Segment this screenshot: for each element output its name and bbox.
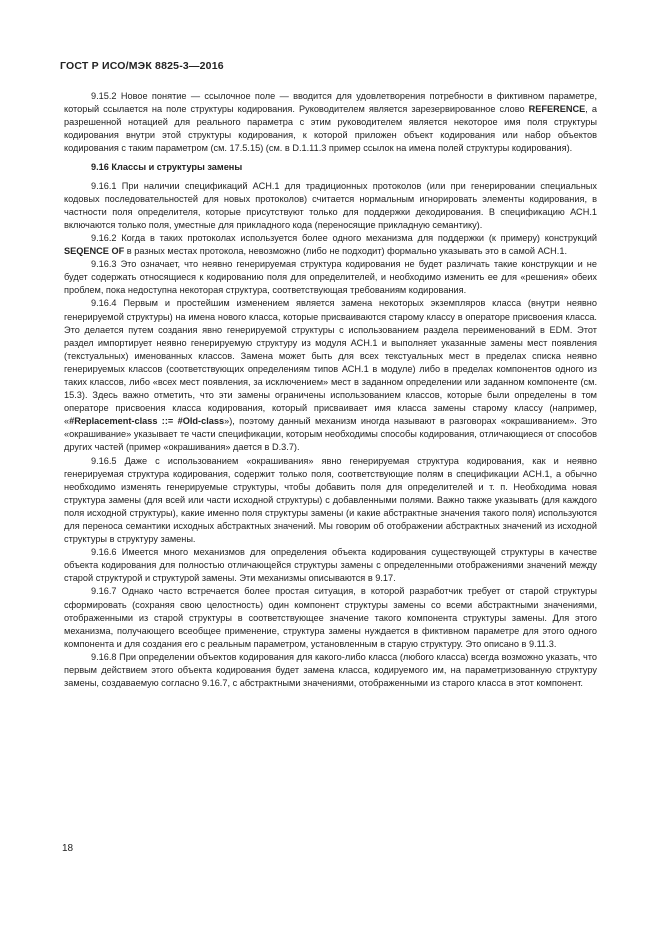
paragraph-9-16-4 [64, 297, 597, 454]
paragraph-9-16-6: 9.16.6 Имеется много механизмов для определения объекта кодирования существующей структуры в качестве объекта кодирования для полностью отличающейся структуры замены с определенными отображениями значений между старой структурой и структурой замены. Эти механизмы описываются в 9.17. [64, 547, 597, 584]
paragraph-9-16-7: 9.16.7 Однако часто встречается более простая ситуация, в которой разработчик требует от старой структуры сформировать (сохраняя свою целостность) один компонент структуры замены со всеми абстрактными значениями, отображенными из старой структуры в соответствующее значение такого компонента структуры замены. Для этого механизма, получающего всеобщее применение, структура замены нуждается в фиктивном параметре для этого одного компонента и для создания его с реальным параметром, установленным в старую структуру. Это описано в 9.11.3. [64, 586, 597, 649]
paragraph-9-16-2 [64, 232, 597, 258]
document-header: ГОСТ Р ИСО/МЭК 8825-3—2016 [60, 60, 224, 72]
keyword-reference: REFERENCE [528, 104, 586, 115]
keyword-replacement-class: #Replacement-class ::= #Old-class [69, 416, 225, 427]
paragraph-9-16-3: 9.16.3 Это означает, что неявно генерируемая структура кодирования не будет различать такие конструкции и не будет содержать относящиеся к кодированию поля для определителей, и необходимо изменить ее для «решения» обеих проблем, пока недоступна некоторая структура, соответствующая требованиям кодирования. [64, 259, 597, 296]
paragraph-text: в разных местах протокола, невозможно (либо не подходит) формально указывать это в самой АСН.1. [124, 246, 568, 257]
paragraph-text: 9.15.2 Новое понятие — ссылочное поле — вводится для удовлетворения потребности в фиктивном параметре, который ссылается на поле структуры кодирования. Руководителем является зарезервированное слово [64, 91, 597, 115]
paragraph-9-16-8: 9.16.8 При определении объектов кодирования для какого-либо класса (любого класса) всегда возможно указать, что первым действием этого объекта кодирования будет замена класса, кодируемого им, на параметризованную структуру замены, создаваемую согласно 9.16.7, с абстрактными значениями, отображенными из старого класса в этот компонент. [64, 651, 597, 689]
paragraph-9-16-5: 9.16.5 Даже с использованием «окрашивания» явно генерируемая структура кодирования, как и неявно генерируемая структура кодирования, содержит только поля, соответствующие полям в спецификации АСН.1, а обычно необходимо изменять генерируемые структуры, чтобы добавить поля для определителей и т. п. Необходима новая структура замены (для всей или части исходной структуры) с добавленными полями. Важно также указывать (для каждого поля исходной структуры), какие именно поля структуры замены (и какие абстрактные значения такого поля) используются для переноса семантики исходных абстрактных значений. Мы говорим об отображении абстрактных значений из исходной структуры в структуру замены. [64, 455, 597, 545]
keyword-seqence-of: SEQENCE OF [64, 246, 125, 257]
paragraph-9-16-1: 9.16.1 При наличии спецификаций АСН.1 для традиционных протоколов (или при генерировании специальных кодовых последовательностей для новых протоколов) считается нормальным игнорировать элементы кодирования, в частности поля определителя, которые присутствуют только для поддержки декодирования. В спецификацию АСН.1 включаются только поля, уместные для прикладного кода (переносящие прикладную семантику). [64, 180, 597, 230]
page-number: 18 [62, 843, 74, 854]
paragraph-text: 9.16.2 Когда в таких протоколах используется более одного механизма для поддержки (к примеру) конструкций [91, 232, 597, 243]
section-heading-9-16: 9.16 Классы и структуры замены [91, 162, 243, 173]
paragraph-text: »), поэтому данный механизм иногда называют в разговорах «окрашиванием». Это «окрашивание» указывает те части спецификации, которым необходимы способы кодирования, отличающиеся от способов других частей (пример «окрашивания» дается в D.3.7). [64, 416, 597, 453]
document-body [64, 90, 597, 690]
paragraph-9-15-2 [64, 90, 597, 155]
paragraph-text: , а разрешенной нотацией для реального параметра с этим руководителем является некоторое имя поля структуры кодирования внутри этой структуры кодирования, к которой приложен объект кодирования или набор объектов кодирования с таким параметром (см. 17.5.15) (см. в D.1.11.3 пример ссылок на имена полей структуры кодирования). [64, 104, 597, 154]
paragraph-text: 9.16.4 Первым и простейшим изменением является замена некоторых экземпляров класса (внутри неявно генерируемой структуры) на имена нового класса, которые присваиваются старому классу в операторе присвоения класса. Это делается путем создания явно генерируемой структуры с использованием раздела переименований в EDM. Этот раздел импортирует неявно генерируемую структуру из модуля АСН.1 и выполняет указанные замены мест появления (текстуальных) именованных классов. Замена может быть для всех текстуальных мест в пределах списка неявно генерируемых классов (соответствующих определениям типов АСН.1 в модуле) либо в пределах компонентов одного из таких классов, либо «всех мест появления, за исключением» мест в заданном определении или заданном компоненте (см. 15.3). Здесь важно отметить, что эти замены ограничены использованием классов, которые были определены в том операторе присвоения класса кодирования, который присваивает имя класса замены старому классу (например, « [64, 298, 597, 427]
